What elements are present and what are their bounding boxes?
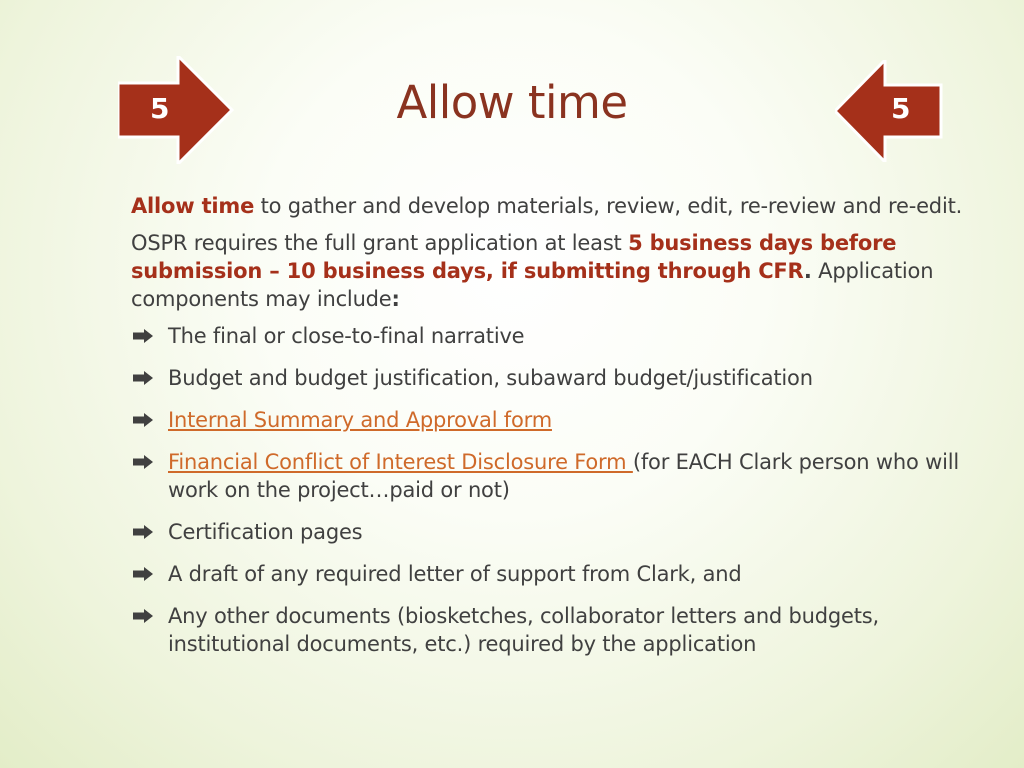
list-item <box>131 322 971 350</box>
internal-summary-form-link[interactable]: Internal Summary and Approval form <box>168 408 552 432</box>
arrow-right-icon <box>133 371 153 385</box>
badge-arrow-right <box>118 56 234 164</box>
list-item <box>131 560 971 588</box>
list-item <box>131 448 971 504</box>
list-item <box>131 518 971 546</box>
arrow-right-icon <box>133 609 153 623</box>
arrow-right-icon <box>133 525 153 539</box>
arrow-right-icon <box>133 413 153 427</box>
list-item-text: A draft of any required letter of support from Clark, and <box>168 562 742 586</box>
list-item-text: The final or close-to-final narrative <box>168 324 525 348</box>
slide-title: Allow time <box>396 76 628 129</box>
arrow-right-shape <box>118 56 234 164</box>
arrow-right-icon <box>133 455 153 469</box>
arrow-right-icon <box>133 329 153 343</box>
paragraph-allow-time <box>131 192 971 220</box>
badge-number-left: 5 <box>150 92 170 125</box>
ospr-period: . <box>803 259 812 283</box>
paragraph-ospr <box>131 229 971 313</box>
badge-number-right: 5 <box>891 92 911 125</box>
arrow-left-shape <box>835 60 943 162</box>
coi-disclosure-form-link[interactable]: Financial Conflict of Interest Disclosure Form <box>168 450 633 474</box>
list-item <box>131 406 971 434</box>
components-list <box>131 322 971 658</box>
arrow-right-icon <box>133 567 153 581</box>
slide-body <box>131 192 971 672</box>
ospr-colon: : <box>391 287 400 311</box>
ospr-components-intro: Application components may include <box>131 259 934 311</box>
list-item-text: Any other documents (biosketches, collaborator letters and budgets, institutional documents, etc.) required by the application <box>168 604 879 656</box>
list-item-text: (for EACH Clark person who will work on the project…paid or not) <box>168 450 959 502</box>
ospr-deadline-emphasis: 5 business days before submission – 10 business days, if submitting through CFR <box>131 231 897 283</box>
ospr-intro: OSPR requires the full grant application at least <box>131 231 629 255</box>
list-item <box>131 602 971 658</box>
allow-time-rest: to gather and develop materials, review, edit, re-review and re-edit. <box>254 194 963 218</box>
badge-arrow-left <box>835 60 943 162</box>
list-item-text: Certification pages <box>168 520 363 544</box>
list-item-text: Budget and budget justification, subaward budget/justification <box>168 366 813 390</box>
allow-time-lead: Allow time <box>131 194 255 218</box>
list-item <box>131 364 971 392</box>
